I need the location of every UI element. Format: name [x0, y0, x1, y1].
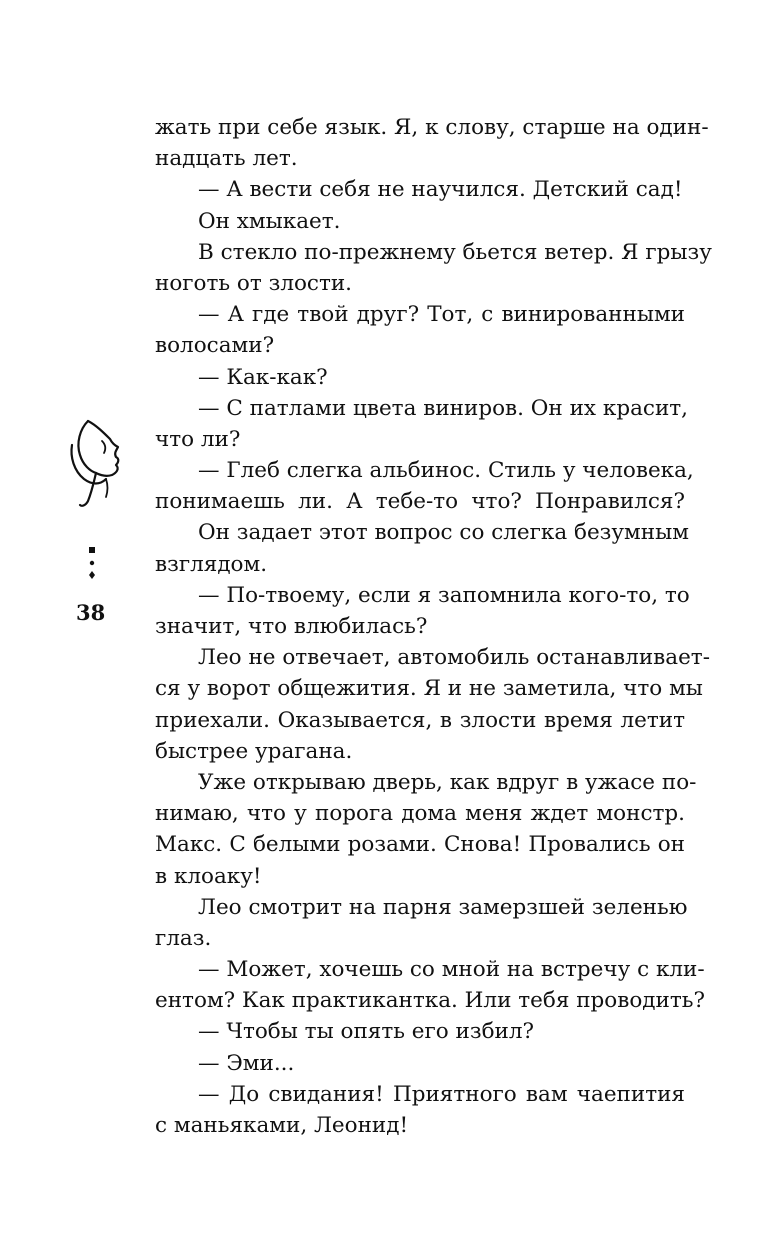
face-profile-ornament-icon — [66, 415, 134, 510]
text-line: Он задает этот вопрос со слегка безумным — [198, 520, 689, 546]
text-line: — А вести себя не научился. Детский сад! — [198, 177, 683, 203]
text-line: — До свидания! Приятного вам чаепития — [198, 1081, 685, 1107]
text-line: надцать лет. — [155, 146, 298, 172]
text-line: В стекло по-прежнему бьется ветер. Я грызу — [198, 239, 712, 265]
text-line: — Как-как? — [198, 364, 328, 390]
text-line: — Чтобы ты опять его избил? — [198, 1019, 535, 1045]
text-line: в клоаку! — [155, 863, 262, 889]
text-line: с маньяками, Леонид! — [155, 1113, 409, 1138]
vertical-dots-ornament — [86, 546, 98, 582]
text-line: волосами? — [155, 333, 275, 359]
text-line: ся у ворот общежития. Я и не заметила, что мы — [155, 676, 703, 702]
text-line: — Эми... — [198, 1050, 295, 1076]
text-line: жать при себе язык. Я, к слову, старше на один- — [155, 115, 709, 140]
page-number: 38 — [76, 600, 106, 625]
text-line: быстрее урагана. — [155, 738, 353, 764]
text-line: ноготь от злости. — [155, 270, 353, 296]
text-line: ентом? Как практикантка. Или тебя проводить? — [155, 988, 705, 1014]
text-line: Лео смотрит на парня замерзшей зеленью — [198, 894, 688, 920]
text-line: — Глеб слегка альбинос. Стиль у человека, — [198, 458, 694, 484]
text-line: глаз. — [155, 925, 212, 951]
text-line: Макс. С белыми розами. Снова! Провались он — [155, 832, 685, 858]
text-line: Лео не отвечает, автомобиль останавливает- — [198, 645, 710, 671]
text-line: нимаю, что у порога дома меня ждет монстр. — [155, 801, 685, 827]
text-line: Он хмыкает. — [198, 208, 341, 234]
text-line: Уже открываю дверь, как вдруг в ужасе по- — [198, 769, 697, 795]
text-line: значит, что влюбилась? — [155, 614, 428, 639]
text-line: приехали. Оказывается, в злости время летит — [155, 707, 685, 733]
text-line: взглядом. — [155, 551, 268, 577]
text-line: — А где твой друг? Тот, с винированными — [198, 302, 685, 328]
text-body — [155, 112, 712, 1141]
text-line: — С патлами цвета виниров. Он их красит, — [198, 395, 688, 421]
text-line: — По-твоему, если я запомнила кого-то, то — [198, 582, 690, 608]
text-line: понимаешь ли. А тебе-то что? Понравился? — [155, 489, 685, 515]
text-line: что ли? — [155, 426, 241, 452]
text-line: — Может, хочешь со мной на встречу с кли- — [198, 957, 705, 983]
